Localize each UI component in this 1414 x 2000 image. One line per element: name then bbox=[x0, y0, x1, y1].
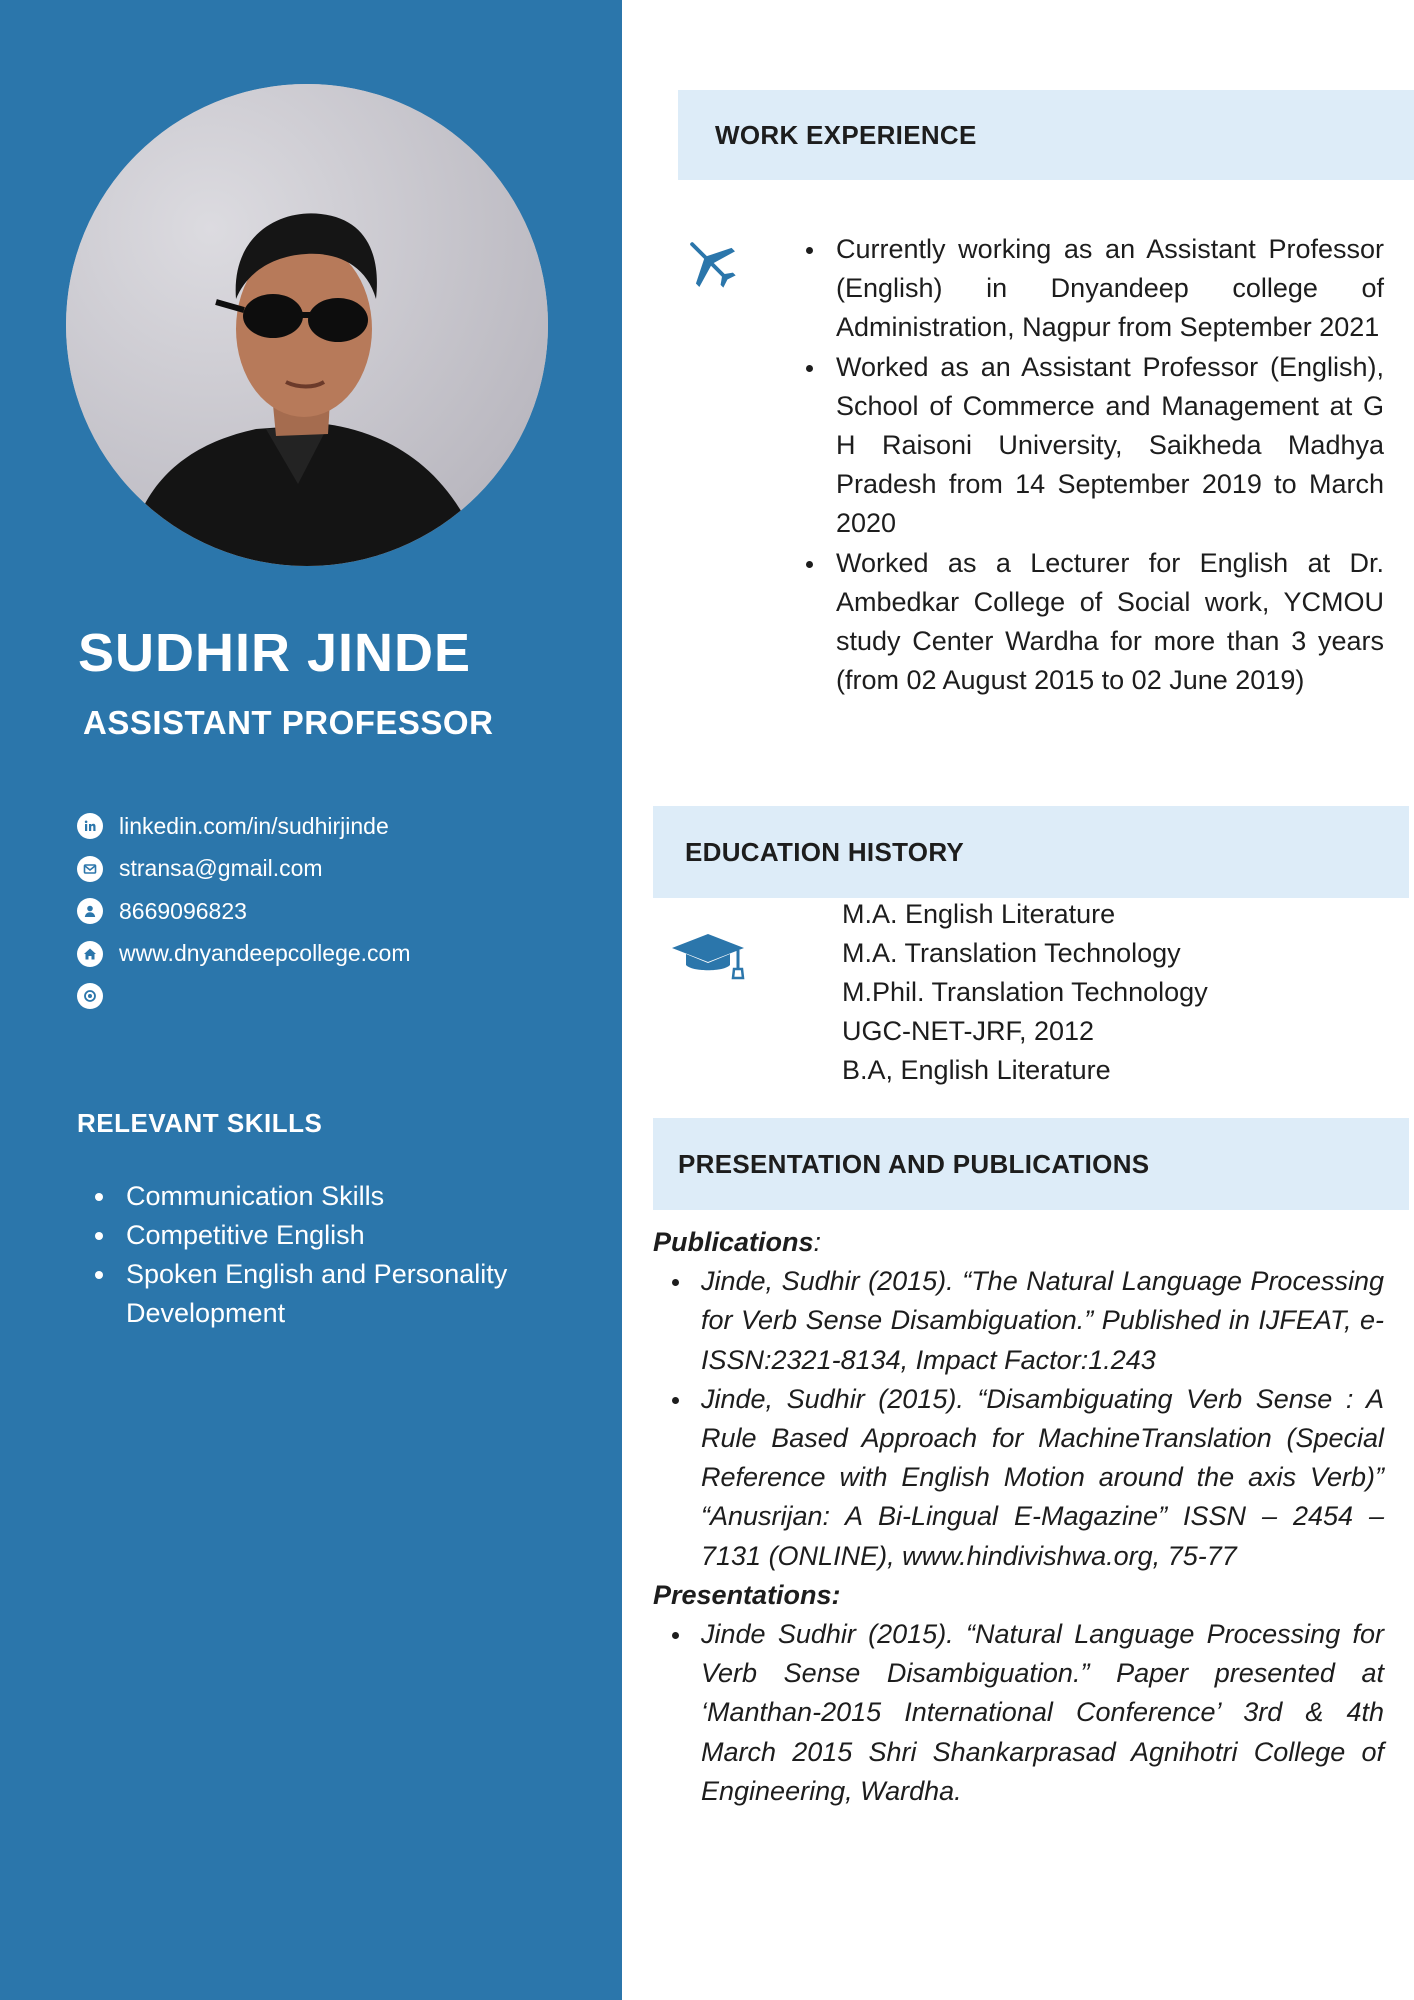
publication-item: Jinde, Sudhir (2015). “The Natural Language Processing for Verb Sense Disambiguation.” Published in IJFEAT, e-ISSN:2321-8134, Impact Factor:1.243 bbox=[653, 1262, 1384, 1380]
sidebar bbox=[0, 0, 622, 2000]
skills-heading: RELEVANT SKILLS bbox=[77, 1108, 323, 1138]
skills-list bbox=[92, 1177, 562, 1333]
contact-email[interactable] bbox=[77, 848, 411, 891]
education-history-header bbox=[653, 806, 1409, 898]
email-icon bbox=[77, 856, 103, 882]
work-item: Worked as a Lecturer for English at Dr. Ambedkar College of Social work, YCMOU study Center Wardha for more than 3 years (from 02 August 2015 to 02 June 2019) bbox=[804, 544, 1384, 701]
contact-list bbox=[77, 805, 411, 1018]
publications-title: PRESENTATION AND PUBLICATIONS bbox=[678, 1148, 1150, 1179]
skill-item: Competitive English bbox=[92, 1216, 562, 1255]
publications-section bbox=[653, 1223, 1384, 1811]
graduation-cap-icon bbox=[670, 932, 746, 982]
candidate-role: ASSISTANT PROFESSOR bbox=[83, 704, 494, 741]
contact-linkedin-text: linkedin.com/in/sudhirjinde bbox=[119, 812, 389, 839]
publications-label: Publications bbox=[653, 1227, 814, 1257]
linkedin-icon bbox=[77, 813, 103, 839]
publication-item: Jinde, Sudhir (2015). “Disambiguating Verb Sense : A Rule Based Approach for MachineTranslation (Special Reference with English Motion around the axis Verb)” “Anusrijan: A Bi-Lingual E-Magazine” ISSN – 2454 – 7131 (ONLINE), www.hindivishwa.org, 75-77 bbox=[653, 1380, 1384, 1576]
contact-location bbox=[77, 975, 411, 1018]
presentations-label: Presentations: bbox=[653, 1579, 841, 1610]
contact-email-text: stransa@gmail.com bbox=[119, 855, 323, 882]
education-history-title: EDUCATION HISTORY bbox=[685, 836, 965, 867]
contact-website-text: www.dnyandeepcollege.com bbox=[119, 940, 411, 967]
education-item: M.A. English Literature bbox=[842, 899, 1116, 929]
education-item: M.Phil. Translation Technology bbox=[842, 977, 1208, 1007]
education-item: UGC-NET-JRF, 2012 bbox=[842, 1016, 1095, 1046]
presentation-item: Jinde Sudhir (2015). “Natural Language Processing for Verb Sense Disambiguation.” Paper presented at ‘Manthan-2015 International Conference’ 3rd & 4th March 2015 Shri Shankarprasad Agnihotri College of Engineering, Wardha. bbox=[653, 1615, 1384, 1811]
airplane-icon bbox=[680, 232, 742, 294]
education-item: M.A. Translation Technology bbox=[842, 938, 1181, 968]
skill-item: Spoken English and Personality Development bbox=[92, 1255, 562, 1333]
education-item: B.A, English Literature bbox=[842, 1055, 1111, 1085]
candidate-name: SUDHIR JINDE bbox=[78, 623, 472, 683]
publications-list bbox=[653, 1262, 1384, 1576]
contact-phone[interactable] bbox=[77, 890, 411, 933]
phone-icon bbox=[77, 898, 103, 924]
work-item: Currently working as an Assistant Professor (English) in Dnyandeep college of Administration, Nagpur from September 2021 bbox=[804, 230, 1384, 348]
publications-header bbox=[653, 1118, 1409, 1210]
skill-item: Communication Skills bbox=[92, 1177, 562, 1216]
profile-photo bbox=[66, 84, 548, 566]
contact-website[interactable] bbox=[77, 933, 411, 976]
home-icon bbox=[77, 941, 103, 967]
publications-label-colon: : bbox=[813, 1227, 822, 1257]
presentations-list bbox=[653, 1615, 1384, 1811]
work-experience-list bbox=[804, 230, 1384, 700]
contact-linkedin[interactable] bbox=[77, 805, 411, 848]
publications-label-line bbox=[653, 1223, 1384, 1262]
work-experience-title: WORK EXPERIENCE bbox=[715, 119, 977, 150]
contact-phone-text: 8669096823 bbox=[119, 897, 247, 924]
work-item: Worked as an Assistant Professor (English), School of Commerce and Management at G H Raisoni University, Saikheda Madhya Pradesh from 14 September 2019 to March 2020 bbox=[804, 348, 1384, 544]
work-experience-header bbox=[678, 90, 1414, 180]
location-icon bbox=[77, 983, 103, 1009]
education-list bbox=[842, 895, 1208, 1090]
